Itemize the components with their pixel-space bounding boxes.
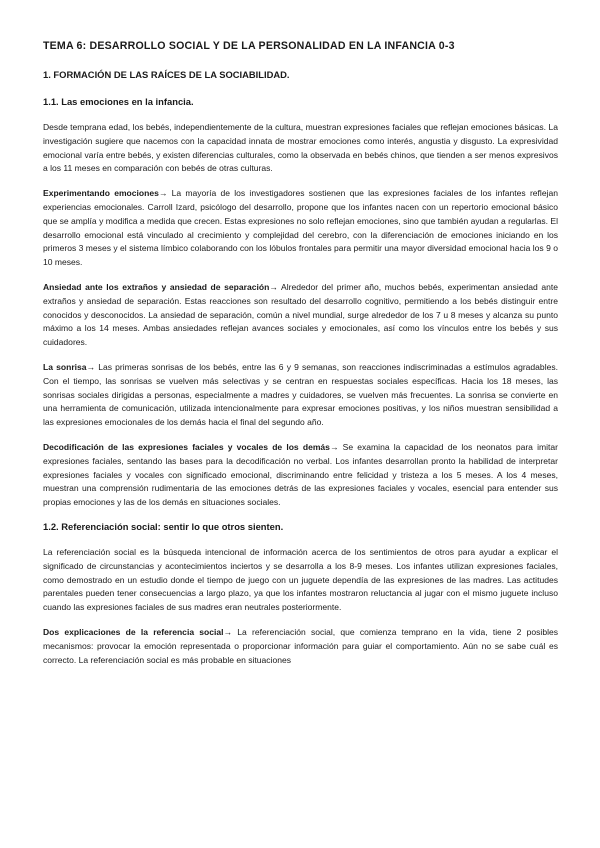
smile-text: → Las primeras sonrisas de los bebés, entre las 6 y 9 semanas, son reacciones indiscriminadas a estímulos agradables. Con el tiempo, las sonrisas se vuelven más selectivas y se centran en respuestas sociales específicas. Hacia los 18 meses, las sonrisas sociales dirigidas a personas, especialmente a madres y cuidadores, se vuelven más frecuentes. La sonrisa se convierte en una herramienta de comunicación, utilizada intencionalmente para expresar emociones positivas, y los niños muestran sensibilidad a las expresiones emocionales de los demás hacia el final del segundo año. <box>43 361 558 428</box>
experiencing-emotions-text: → La mayoría de los investigadores sostienen que las expresiones faciales de los infantes reflejan experiencias emocionales. Carroll Izard, psicólogo del desarrollo, propone que los infantes nacen con un repertorio emocional básico que se amplía y modifica a medida que crecen. Estas expresiones no solo reflejan emociones, sino que también ayudan a regularlas. El desarrollo emocional está vinculado al crecimiento y complejidad del cerebro, con la diferenciación de emociones iniciando en los primeros 3 meses y el sistema límbico colaborando con los lóbulos frontales para permitir una mayor diversidad emocional hacia los 9 o 10 meses. <box>43 188 559 268</box>
stranger-anxiety-term: Ansiedad ante los extraños y ansiedad de separación <box>43 281 270 292</box>
decoding-expressions-paragraph <box>43 441 558 510</box>
subsection-1-1-heading: 1.1. Las emociones en la infancia. <box>43 96 194 107</box>
stranger-anxiety-paragraph <box>43 281 558 350</box>
experiencing-emotions-term: Experimentando emociones <box>43 188 159 199</box>
document-page <box>43 40 558 678</box>
stranger-anxiety-text: → Alrededor del primer año, muchos bebés, experimentan ansiedad ante extraños y ansiedad de separación. Estas reacciones son resultado del desarrollo cognitivo, permitiendo a los bebés distinguir entre conocidos y desconocidos. La ansiedad de separación, común a nivel mundial, surge alrededor de los 7 u 8 meses y alcanza su punto máximo a los 14 meses. Ambas ansiedades reflejan avances sociales y emocionales, así como los vínculos entre los bebés y sus cuidadores. <box>43 281 558 348</box>
smile-term: La sonrisa <box>43 361 87 372</box>
section-1-heading: 1. FORMACIÓN DE LAS RAÍCES DE LA SOCIABILIDAD. <box>43 69 290 80</box>
experiencing-emotions-paragraph <box>43 187 558 270</box>
two-explanations-text: → La referenciación social, que comienza temprano en la vida, tiene 2 posibles mecanismos: provocar la emoción representada o proporcionar información para guiar el comportamiento. Aún no se sabe cuál es correcto. La referenciación social es más probable en situaciones <box>43 626 558 665</box>
smile-paragraph <box>43 361 558 430</box>
decoding-expressions-term: Decodificación de las expresiones faciales y vocales de los demás <box>43 441 330 452</box>
social-referencing-intro-paragraph: La referenciación social es la búsqueda intencional de información acerca de los sentimientos de otros para ayudar a explicar el significado de circunstancias y acontecimientos inciertos y se desarrolla a los 8-9 meses. Los infantes utilizan expresiones faciales, como demostrado en un estudio donde el tiempo de juego con un juguete dependía de las expresiones de las madres. Las actitudes parentales pueden tener consecuencias a largo plazo, ya que los infantes mostraron reluctancia al jugar con el mismo juguete incluso cuando las expresiones faciales de sus madres eran neutrales posteriormente. <box>43 546 558 613</box>
document-title: TEMA 6: DESARROLLO SOCIAL Y DE LA PERSONALIDAD EN LA INFANCIA 0-3 <box>43 40 455 52</box>
two-explanations-paragraph <box>43 626 558 667</box>
emotions-intro-paragraph: Desde temprana edad, los bebés, independientemente de la cultura, muestran expresiones faciales que reflejan emociones básicas. La investigación sugiere que nacemos con la capacidad innata de mostrar emociones como interés, angustia y disgusto. La expresividad emocional varía entre bebés, y existen diferencias culturales, como la observada en bebés chinos, que tienden a ser menos expresivos a los 11 meses en comparación con bebés de otras culturas. <box>43 122 558 174</box>
decoding-expressions-text: → Se examina la capacidad de los neonatos para imitar expresiones faciales, sentando las bases para la decodificación no verbal. Los infantes desarrollan pronto la habilidad de interpretar expresiones faciales y vocales con significado emocional, discriminando entre felicidad y tristeza a los 5 meses. A los 4 meses, muestran una comprensión rudimentaria de las emociones detrás de las expresiones faciales y vocales, esencial para entender sus propias emociones y las de los demás en situaciones sociales. <box>43 441 558 508</box>
subsection-1-2-heading: 1.2. Referenciación social: sentir lo que otros sienten. <box>43 520 284 532</box>
two-explanations-term: Dos explicaciones de la referencia social <box>43 626 224 637</box>
